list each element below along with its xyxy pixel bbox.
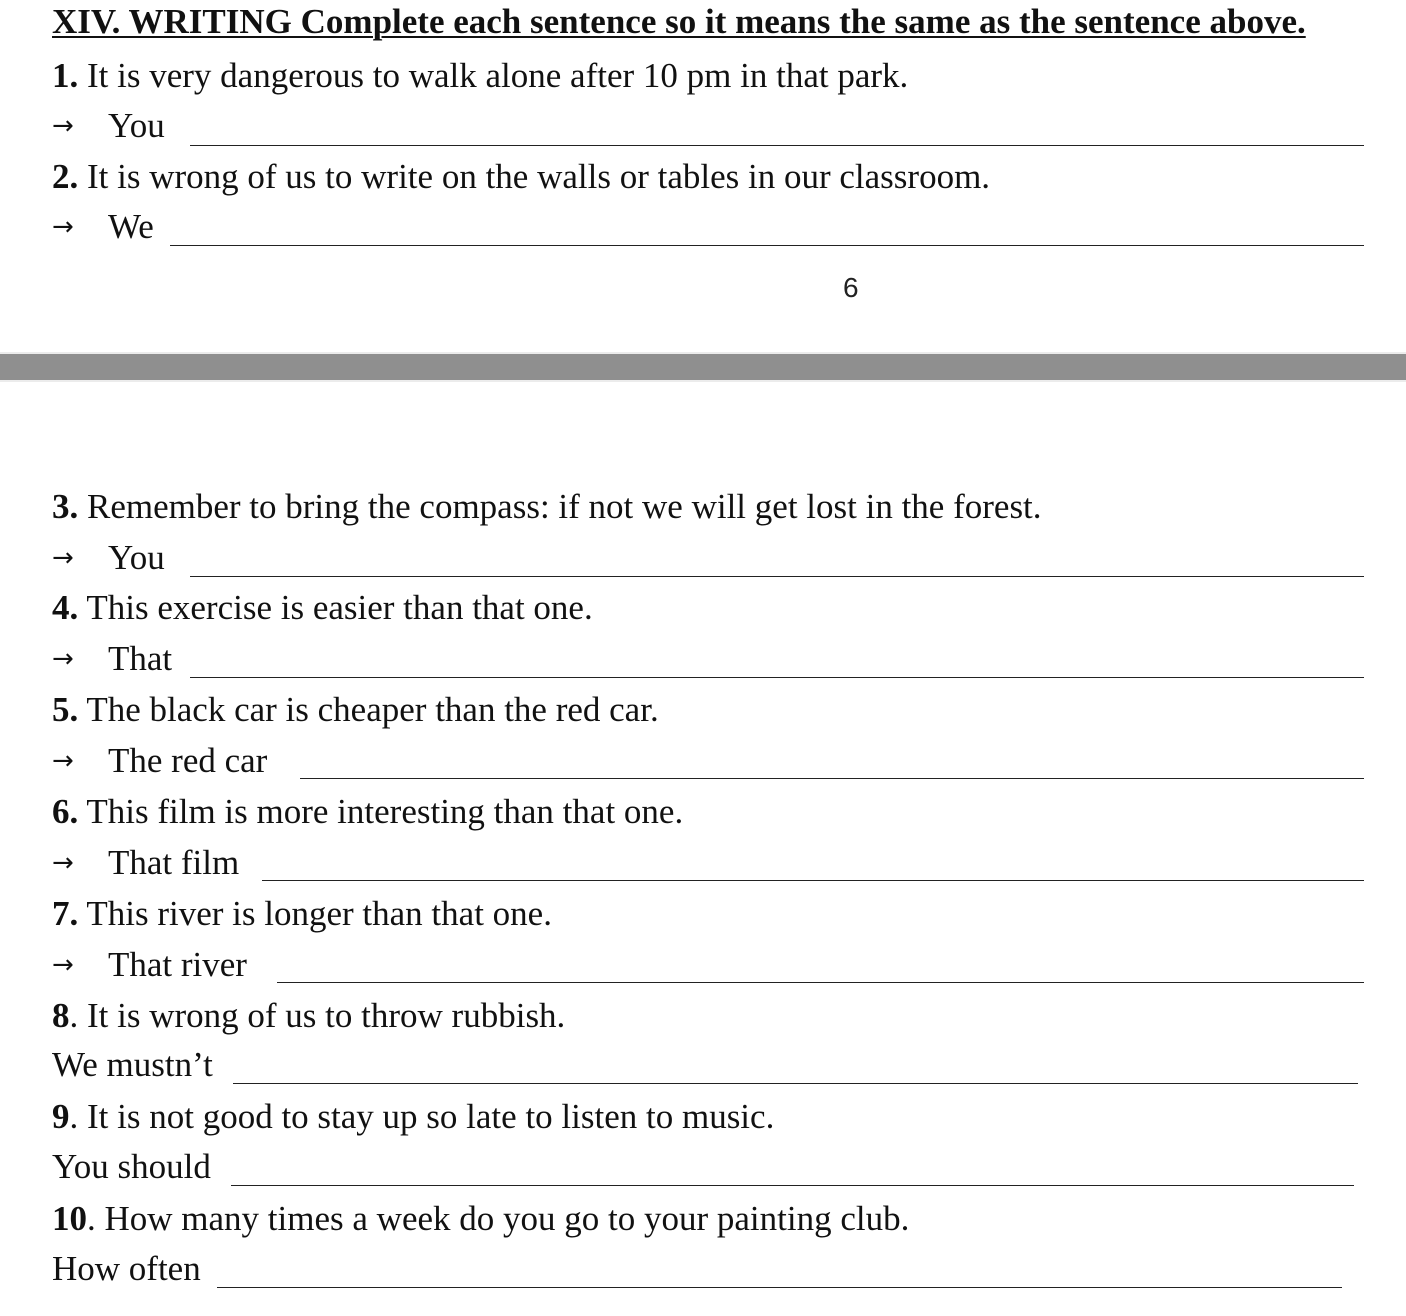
arrow-icon: → — [52, 848, 74, 878]
answer-prompt: That film — [108, 843, 240, 882]
question-1 — [52, 56, 908, 96]
answer-prompt: You — [108, 106, 165, 145]
answer-row-6 — [52, 843, 239, 883]
question-number: 7. — [52, 894, 79, 933]
answer-row-5 — [52, 741, 267, 781]
question-number: 1. — [52, 56, 79, 95]
question-number: 8 — [52, 996, 70, 1035]
question-text: . It is not good to stay up so late to listen to music. — [69, 1097, 775, 1136]
section-heading: XIV. WRITING Complete each sentence so it means the same as the sentence above. — [52, 2, 1306, 41]
question-number: 3. — [52, 487, 79, 526]
question-number: 6. — [52, 792, 79, 831]
answer-blank-3[interactable] — [190, 576, 1364, 577]
answer-blank-6[interactable] — [262, 880, 1364, 881]
question-number: 2. — [52, 157, 79, 196]
arrow-icon: → — [52, 950, 74, 980]
question-9 — [52, 1097, 774, 1137]
answer-row-7 — [52, 945, 247, 985]
answer-blank-9[interactable] — [231, 1185, 1354, 1186]
question-text: . How many times a week do you go to your painting club. — [87, 1199, 910, 1238]
question-text: It is very dangerous to walk alone after 10 pm in that park. — [78, 56, 909, 95]
arrow-icon: → — [52, 111, 74, 141]
question-4 — [52, 588, 593, 628]
answer-blank-2[interactable] — [170, 245, 1364, 246]
answer-blank-1[interactable] — [190, 145, 1364, 146]
answer-prompt: That — [108, 639, 173, 678]
question-5 — [52, 690, 659, 730]
page-separator-bar — [0, 354, 1406, 380]
worksheet-page-top — [0, 0, 1406, 352]
question-number: 4. — [52, 588, 79, 627]
arrow-icon: → — [52, 746, 74, 776]
question-number: 10 — [52, 1199, 87, 1238]
answer-row-3 — [52, 538, 165, 578]
question-10 — [52, 1199, 909, 1239]
question-3 — [52, 487, 1042, 527]
answer-blank-7[interactable] — [277, 982, 1364, 983]
question-text: The black car is cheaper than the red car. — [78, 690, 659, 729]
answer-prompt: We mustn’t — [52, 1045, 213, 1084]
answer-prompt: We — [108, 207, 154, 246]
answer-blank-8[interactable] — [233, 1083, 1358, 1084]
answer-prompt: The red car — [108, 741, 268, 780]
question-number: 5. — [52, 690, 79, 729]
page-number: 6 — [843, 272, 859, 303]
answer-row-4 — [52, 639, 172, 679]
arrow-icon: → — [52, 644, 74, 674]
answer-blank-10[interactable] — [217, 1287, 1342, 1288]
answer-row-8 — [52, 1045, 213, 1085]
arrow-icon: → — [52, 212, 74, 242]
question-text: . It is wrong of us to throw rubbish. — [69, 996, 566, 1035]
page-separator — [0, 352, 1406, 382]
question-6 — [52, 792, 683, 832]
question-8 — [52, 996, 565, 1036]
arrow-icon: → — [52, 543, 74, 573]
answer-row-9 — [52, 1147, 211, 1187]
question-number: 9 — [52, 1097, 70, 1136]
answer-row-1 — [52, 106, 165, 146]
question-7 — [52, 894, 552, 934]
question-text: This river is longer than that one. — [78, 894, 552, 933]
answer-blank-5[interactable] — [300, 778, 1364, 779]
answer-prompt: You should — [52, 1147, 211, 1186]
answer-prompt: How often — [52, 1249, 201, 1288]
answer-row-10 — [52, 1249, 201, 1289]
answer-blank-4[interactable] — [190, 677, 1364, 678]
answer-prompt: You — [108, 538, 165, 577]
question-text: It is wrong of us to write on the walls or tables in our classroom. — [78, 157, 991, 196]
question-text: This exercise is easier than that one. — [78, 588, 593, 627]
answer-row-2 — [52, 207, 154, 247]
question-2 — [52, 157, 990, 197]
question-text: Remember to bring the compass: if not we will get lost in the forest. — [78, 487, 1042, 526]
question-text: This film is more interesting than that one. — [78, 792, 684, 831]
answer-prompt: That river — [108, 945, 247, 984]
